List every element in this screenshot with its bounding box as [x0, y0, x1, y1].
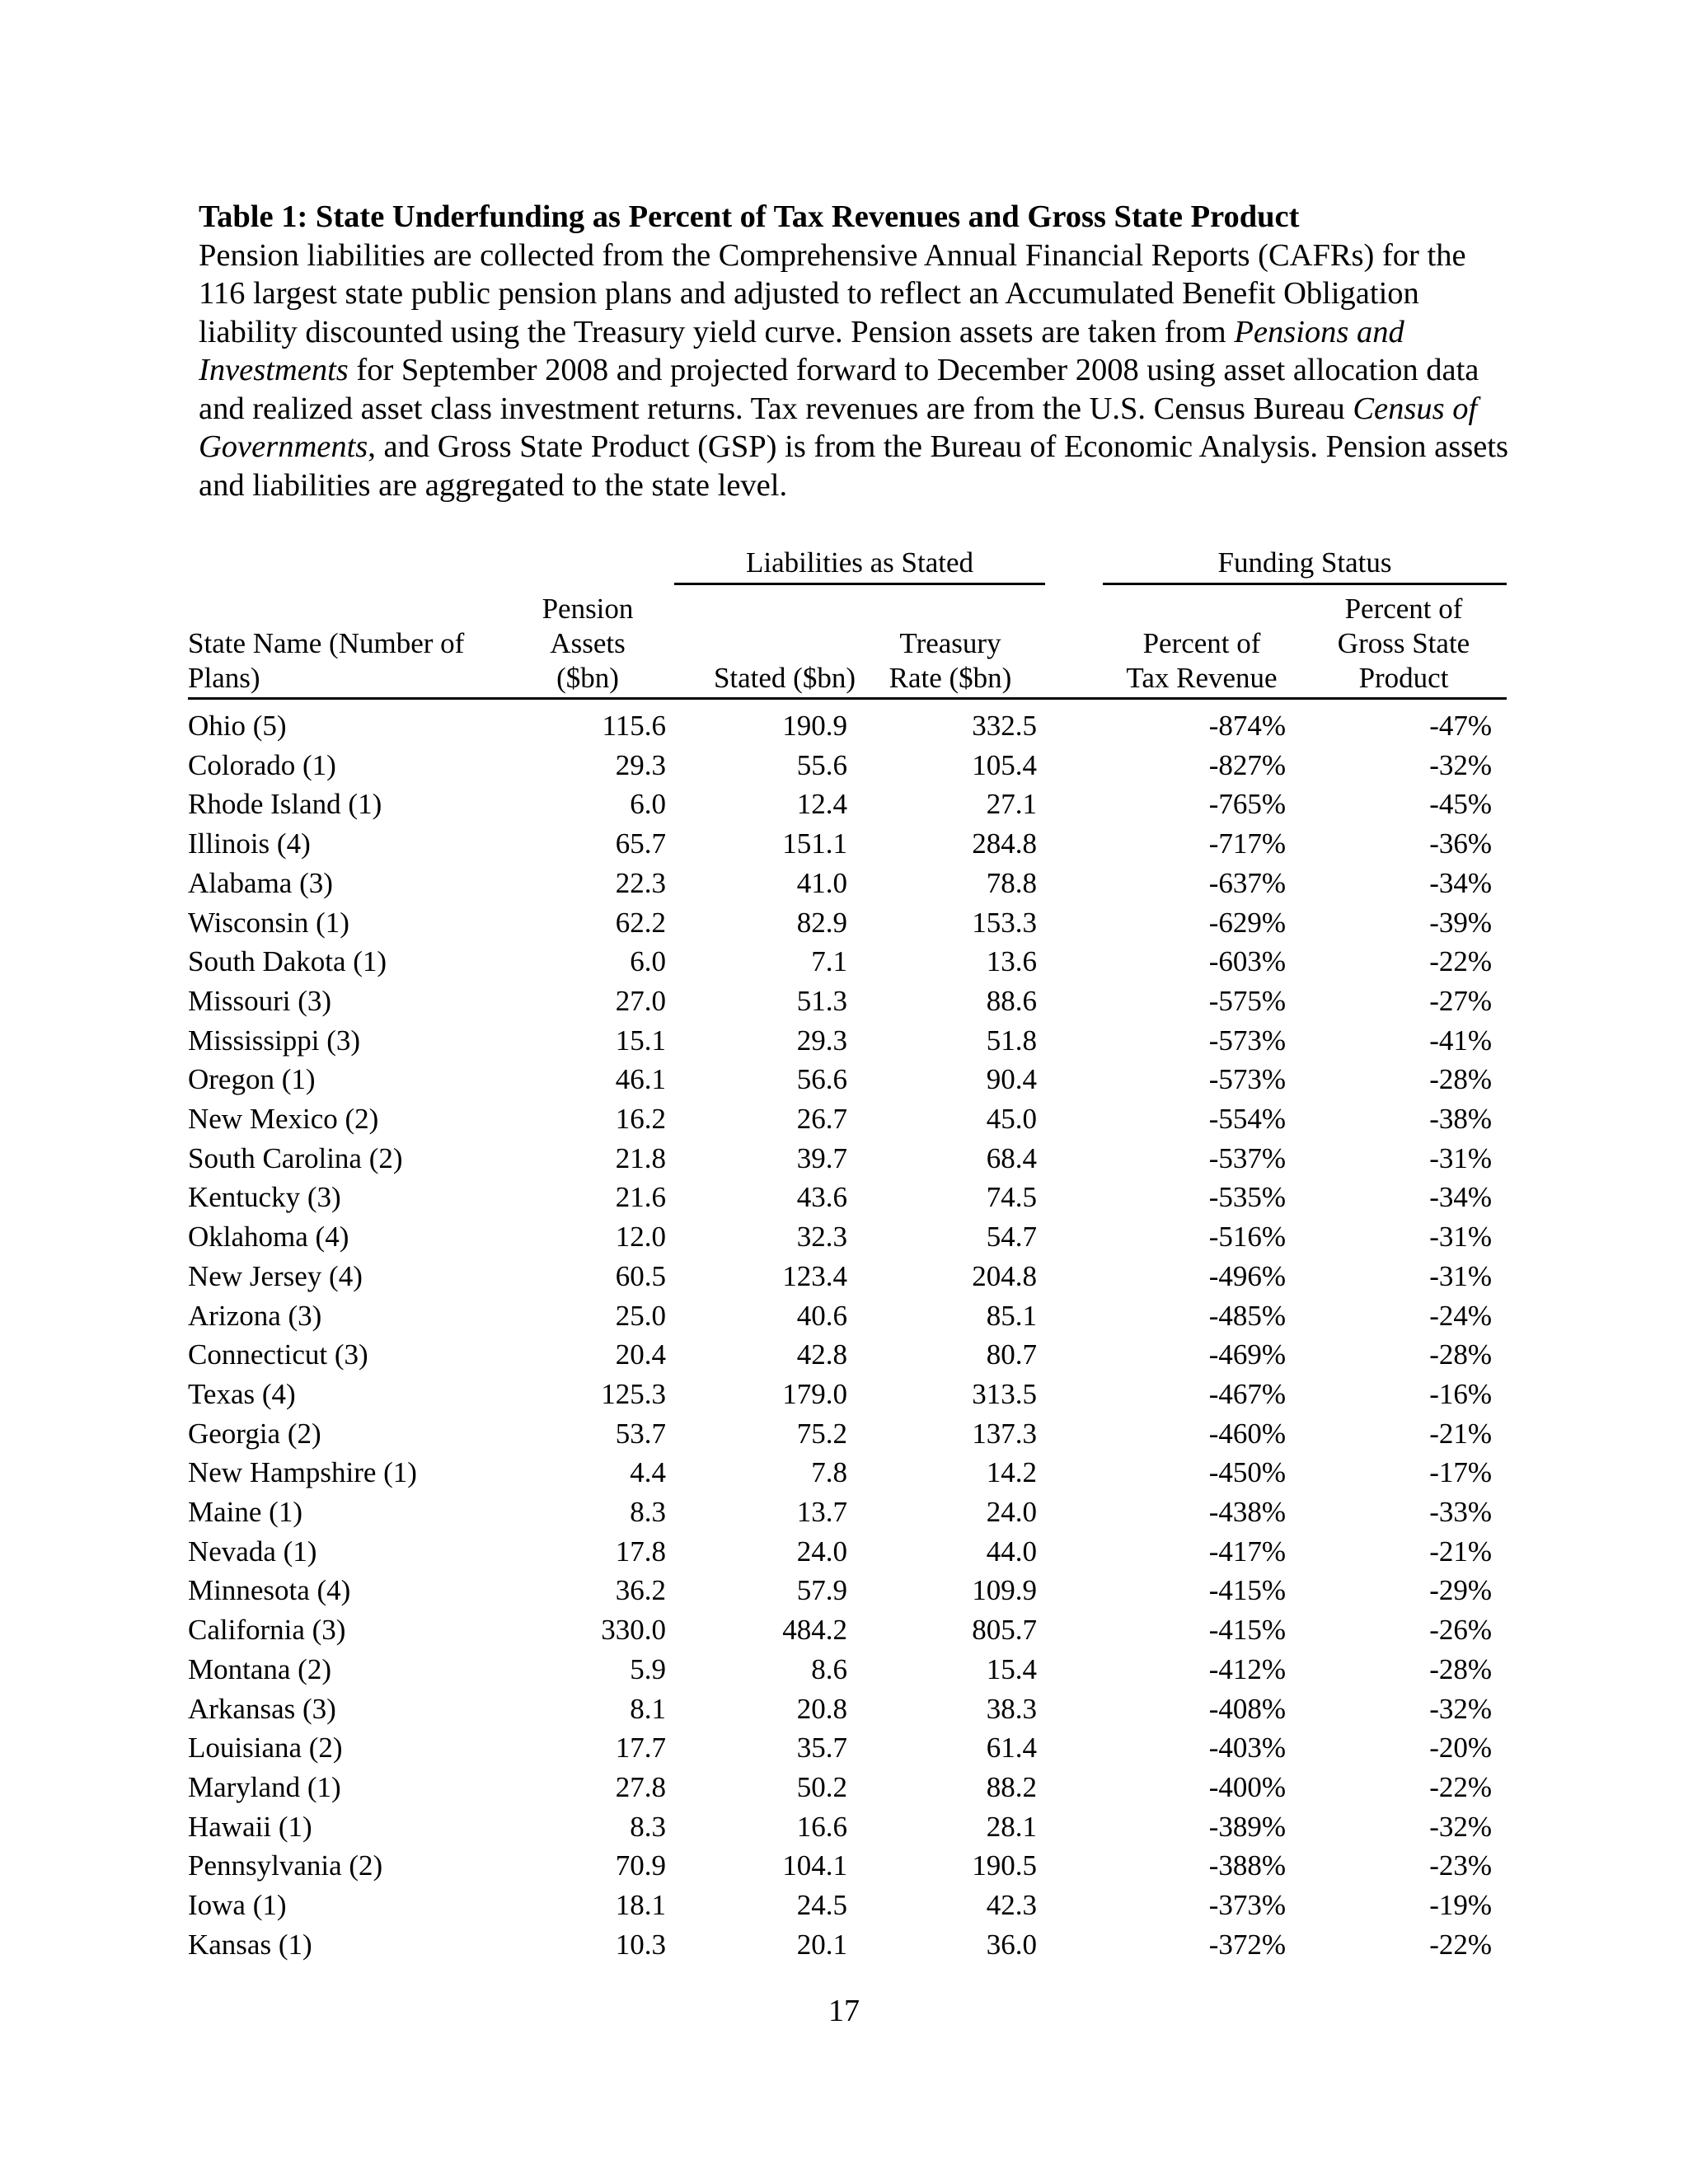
cell-state-name: Kentucky (3) [188, 1181, 341, 1214]
cell-treasury-rate: 68.4 [986, 1141, 1037, 1174]
group-header-liabilities [674, 544, 1045, 585]
spacer-cell [1045, 1257, 1103, 1296]
cell-state-name: Wisconsin (1) [188, 906, 349, 939]
cell-percent-tax-revenue: -554% [1208, 1103, 1286, 1136]
cell-percent-gsp: -32% [1429, 1692, 1493, 1725]
spacer-cell [1045, 942, 1103, 982]
cell-percent-gsp: -20% [1429, 1732, 1493, 1765]
cell-pension-assets: 8.3 [630, 1810, 666, 1843]
cell-pension-assets: 70.9 [615, 1849, 666, 1882]
cell-treasury-rate: 805.7 [972, 1614, 1037, 1647]
cell-stated: 40.6 [796, 1299, 847, 1332]
cell-pension-assets: 6.0 [630, 945, 666, 978]
cell-state-name: New Jersey (4) [188, 1259, 363, 1292]
spacer-cell [1045, 1217, 1103, 1257]
cell-percent-tax-revenue: -717% [1208, 827, 1286, 860]
cell-percent-gsp: -36% [1429, 827, 1493, 860]
cell-treasury-rate: 38.3 [986, 1692, 1037, 1725]
cell-stated: 50.2 [796, 1770, 847, 1803]
caption-body [199, 237, 1517, 505]
cell-percent-gsp: -22% [1429, 1770, 1493, 1803]
cell-state-name: California (3) [188, 1614, 346, 1647]
cell-pension-assets: 125.3 [601, 1377, 666, 1410]
table-caption [199, 198, 1517, 504]
cell-percent-tax-revenue: -827% [1208, 748, 1286, 781]
cell-percent-tax-revenue: -400% [1208, 1770, 1286, 1803]
cell-pension-assets: 8.3 [630, 1496, 666, 1529]
spacer-cell [1045, 1886, 1103, 1925]
cell-percent-tax-revenue: -438% [1208, 1496, 1286, 1529]
page-number: 17 [828, 1994, 860, 2028]
cell-stated: 35.7 [796, 1732, 847, 1765]
cell-treasury-rate: 85.1 [986, 1299, 1037, 1332]
cell-percent-gsp: -23% [1429, 1849, 1493, 1882]
cell-pension-assets: 4.4 [630, 1456, 666, 1489]
table-row [188, 1060, 1507, 1099]
table-row [188, 942, 1507, 982]
cell-state-name: Rhode Island (1) [188, 788, 382, 821]
cell-stated: 13.7 [796, 1496, 847, 1529]
cell-percent-gsp: -31% [1429, 1221, 1493, 1254]
cell-percent-gsp: -22% [1429, 945, 1493, 978]
cell-percent-gsp: -28% [1429, 1063, 1493, 1096]
table-row [188, 1728, 1507, 1768]
cell-pension-assets: 21.6 [615, 1181, 666, 1214]
cell-stated: 56.6 [796, 1063, 847, 1096]
table-row [188, 1650, 1507, 1690]
cell-stated: 32.3 [796, 1221, 847, 1254]
table-row [188, 864, 1507, 903]
cell-stated: 29.3 [796, 1024, 847, 1057]
cell-treasury-rate: 51.8 [986, 1024, 1037, 1057]
spacer-cell [1045, 982, 1103, 1021]
group-header-liabilities-label: Liabilities as Stated [674, 546, 1045, 585]
cell-percent-tax-revenue: -415% [1208, 1574, 1286, 1607]
cell-treasury-rate: 284.8 [972, 827, 1037, 860]
table-title: Table 1: State Underfunding as Percent of Tax Revenues and Gross State Product [199, 199, 1300, 234]
spacer-cell [1045, 1493, 1103, 1532]
spacer-cell [1045, 1021, 1103, 1061]
cell-percent-tax-revenue: -412% [1208, 1652, 1286, 1685]
cell-treasury-rate: 74.5 [986, 1181, 1037, 1214]
cell-state-name: Oregon (1) [188, 1063, 316, 1096]
group-header-funding-label: Funding Status [1103, 546, 1507, 585]
cell-treasury-rate: 90.4 [986, 1063, 1037, 1096]
cell-stated: 104.1 [782, 1849, 847, 1882]
cell-state-name: Ohio (5) [188, 710, 287, 742]
table-row [188, 1021, 1507, 1061]
spacer-cell [1045, 785, 1103, 824]
table-row [188, 1178, 1507, 1217]
table-row [188, 1296, 1507, 1336]
table-row [188, 1335, 1507, 1375]
table-row [188, 1139, 1507, 1179]
cell-pension-assets: 29.3 [615, 748, 666, 781]
cell-stated: 55.6 [796, 748, 847, 781]
cell-state-name: Montana (2) [188, 1652, 331, 1685]
cell-stated: 51.3 [796, 984, 847, 1017]
cell-percent-tax-revenue: -460% [1208, 1417, 1286, 1450]
cell-percent-tax-revenue: -637% [1208, 866, 1286, 899]
spacer-cell [1045, 1571, 1103, 1610]
cell-state-name: Alabama (3) [188, 866, 333, 899]
cell-treasury-rate: 105.4 [972, 748, 1037, 781]
cell-treasury-rate: 54.7 [986, 1221, 1037, 1254]
cell-pension-assets: 27.0 [615, 984, 666, 1017]
cell-treasury-rate: 45.0 [986, 1103, 1037, 1136]
table-row [188, 746, 1507, 785]
cell-percent-gsp: -28% [1429, 1338, 1493, 1371]
table-row [188, 1610, 1507, 1650]
col-header-treasury-rate: Treasury Rate ($bn) [856, 585, 1045, 699]
cell-state-name: Connecticut (3) [188, 1338, 368, 1371]
cell-treasury-rate: 332.5 [972, 710, 1037, 742]
cell-percent-gsp: -28% [1429, 1652, 1493, 1685]
cell-state-name: Missouri (3) [188, 984, 332, 1017]
cell-percent-gsp: -34% [1429, 1181, 1493, 1214]
col-header-state-name: State Name (Number of Plans) [188, 585, 501, 699]
table-row [188, 1925, 1507, 1965]
col-header-stated: Stated ($bn) [674, 585, 856, 699]
cell-state-name: Arkansas (3) [188, 1692, 336, 1725]
table-row [188, 1453, 1507, 1493]
cell-pension-assets: 6.0 [630, 788, 666, 821]
cell-pension-assets: 10.3 [615, 1928, 666, 1961]
cell-percent-tax-revenue: -403% [1208, 1732, 1286, 1765]
spacer-cell [1045, 1453, 1103, 1493]
cell-percent-tax-revenue: -535% [1208, 1181, 1286, 1214]
cell-percent-tax-revenue: -373% [1208, 1889, 1286, 1922]
cell-treasury-rate: 44.0 [986, 1535, 1037, 1568]
spacer-cell [1045, 1375, 1103, 1414]
table-row [188, 1886, 1507, 1925]
spacer-cell [1045, 1060, 1103, 1099]
col-header-pension-assets: Pension Assets ($bn) [501, 585, 674, 699]
cell-pension-assets: 20.4 [615, 1338, 666, 1371]
table-row [188, 982, 1507, 1021]
table-row [188, 824, 1507, 864]
spacer-cell [1045, 1650, 1103, 1690]
cell-percent-tax-revenue: -485% [1208, 1299, 1286, 1332]
table-row [188, 1768, 1507, 1807]
cell-stated: 26.7 [796, 1103, 847, 1136]
caption-italic-census-of-governments: Census of Governments [199, 391, 1478, 464]
spacer-cell [1045, 1532, 1103, 1572]
cell-stated: 20.8 [796, 1692, 847, 1725]
cell-percent-tax-revenue: -573% [1208, 1024, 1286, 1057]
cell-stated: 179.0 [782, 1377, 847, 1410]
cell-treasury-rate: 88.2 [986, 1770, 1037, 1803]
cell-stated: 39.7 [796, 1141, 847, 1174]
cell-percent-gsp: -31% [1429, 1141, 1493, 1174]
cell-percent-tax-revenue: -629% [1208, 906, 1286, 939]
cell-treasury-rate: 153.3 [972, 906, 1037, 939]
cell-pension-assets: 27.8 [615, 1770, 666, 1803]
spacer-cell [1045, 1139, 1103, 1179]
cell-treasury-rate: 24.0 [986, 1496, 1037, 1529]
cell-percent-tax-revenue: -573% [1208, 1063, 1286, 1096]
spacer-cell [1045, 746, 1103, 785]
cell-state-name: Oklahoma (4) [188, 1221, 349, 1254]
table-row [188, 1846, 1507, 1886]
cell-percent-tax-revenue: -389% [1208, 1810, 1286, 1843]
cell-pension-assets: 21.8 [615, 1141, 666, 1174]
cell-state-name: South Dakota (1) [188, 945, 387, 978]
underfunding-table [188, 544, 1507, 1965]
cell-pension-assets: 62.2 [615, 906, 666, 939]
cell-state-name: South Carolina (2) [188, 1141, 403, 1174]
cell-pension-assets: 46.1 [615, 1063, 666, 1096]
cell-percent-gsp: -38% [1429, 1103, 1493, 1136]
cell-stated: 82.9 [796, 906, 847, 939]
cell-percent-tax-revenue: -372% [1208, 1928, 1286, 1961]
table-row [188, 1099, 1507, 1139]
spacer-cell [1045, 1768, 1103, 1807]
cell-percent-gsp: -32% [1429, 1810, 1493, 1843]
cell-pension-assets: 12.0 [615, 1221, 666, 1254]
cell-percent-gsp: -47% [1429, 710, 1493, 742]
cell-stated: 151.1 [782, 827, 847, 860]
spacer-cell [1045, 1610, 1103, 1650]
col-header-percent-gsp: Percent of Gross State Product [1301, 585, 1507, 699]
cell-percent-gsp: -19% [1429, 1889, 1493, 1922]
cell-state-name: Maine (1) [188, 1496, 302, 1529]
cell-treasury-rate: 109.9 [972, 1574, 1037, 1607]
table-row [188, 1375, 1507, 1414]
spacer-cell [1045, 1099, 1103, 1139]
cell-state-name: Arizona (3) [188, 1299, 322, 1332]
cell-percent-gsp: -41% [1429, 1024, 1493, 1057]
cell-percent-gsp: -24% [1429, 1299, 1493, 1332]
cell-state-name: New Hampshire (1) [188, 1456, 417, 1489]
cell-treasury-rate: 88.6 [986, 984, 1037, 1017]
spacer-cell [1045, 1728, 1103, 1768]
table-row [188, 1414, 1507, 1454]
cell-state-name: Nevada (1) [188, 1535, 317, 1568]
cell-treasury-rate: 28.1 [986, 1810, 1037, 1843]
cell-state-name: Iowa (1) [188, 1889, 287, 1922]
cell-pension-assets: 25.0 [615, 1299, 666, 1332]
spacer-cell [1045, 1296, 1103, 1336]
cell-pension-assets: 17.8 [615, 1535, 666, 1568]
cell-treasury-rate: 42.3 [986, 1889, 1037, 1922]
group-header-funding [1103, 544, 1507, 585]
cell-percent-gsp: -26% [1429, 1614, 1493, 1647]
cell-stated: 7.8 [811, 1456, 847, 1489]
cell-stated: 190.9 [782, 710, 847, 742]
spacer-cell [1045, 1846, 1103, 1886]
cell-stated: 484.2 [782, 1614, 847, 1647]
table-row [188, 1571, 1507, 1610]
cell-percent-tax-revenue: -575% [1208, 984, 1286, 1017]
spacer-cell [1045, 699, 1103, 746]
cell-percent-tax-revenue: -874% [1208, 710, 1286, 742]
table-row [188, 1690, 1507, 1729]
spacer-cell [1045, 1178, 1103, 1217]
cell-percent-gsp: -21% [1429, 1417, 1493, 1450]
caption-italic-pensions-and-investments: Pensions and Investments [199, 314, 1404, 387]
caption-text-1: Pension liabilities are collected from the Comprehensive Annual Financial Reports (CAFRs) for the 116 largest state public pension plans and adjusted to reflect an Accumulated Benefit Obligation liability discounted using the Treasury yield curve. Pension assets are taken from [199, 237, 1466, 349]
cell-percent-tax-revenue: -537% [1208, 1141, 1286, 1174]
cell-pension-assets: 15.1 [615, 1024, 666, 1057]
cell-stated: 24.5 [796, 1889, 847, 1922]
cell-state-name: Illinois (4) [188, 827, 311, 860]
cell-pension-assets: 22.3 [615, 866, 666, 899]
table-row [188, 903, 1507, 943]
cell-percent-tax-revenue: -603% [1208, 945, 1286, 978]
spacer-cell [1045, 1414, 1103, 1454]
cell-percent-gsp: -22% [1429, 1928, 1493, 1961]
spacer-cell [1045, 1807, 1103, 1847]
cell-pension-assets: 18.1 [615, 1889, 666, 1922]
table-row [188, 1807, 1507, 1847]
spacer-cell [1045, 824, 1103, 864]
cell-percent-tax-revenue: -388% [1208, 1849, 1286, 1882]
table-row [188, 1217, 1507, 1257]
group-header-row [188, 544, 1507, 585]
cell-percent-tax-revenue: -417% [1208, 1535, 1286, 1568]
cell-stated: 75.2 [796, 1417, 847, 1450]
cell-treasury-rate: 13.6 [986, 945, 1037, 978]
table-body [188, 699, 1507, 1965]
cell-percent-gsp: -34% [1429, 866, 1493, 899]
cell-state-name: Minnesota (4) [188, 1574, 351, 1607]
cell-percent-tax-revenue: -450% [1208, 1456, 1286, 1489]
cell-percent-tax-revenue: -516% [1208, 1221, 1286, 1254]
cell-pension-assets: 65.7 [615, 827, 666, 860]
caption-text-3: , and Gross State Product (GSP) is from the Bureau of Economic Analysis. Pension assets and liabilities are aggregated to the state level. [199, 429, 1509, 503]
cell-percent-gsp: -21% [1429, 1535, 1493, 1568]
cell-percent-tax-revenue: -467% [1208, 1377, 1286, 1410]
cell-percent-tax-revenue: -408% [1208, 1692, 1286, 1725]
cell-percent-gsp: -33% [1429, 1496, 1493, 1529]
cell-stated: 12.4 [796, 788, 847, 821]
cell-stated: 24.0 [796, 1535, 847, 1568]
cell-pension-assets: 17.7 [615, 1732, 666, 1765]
cell-percent-gsp: -45% [1429, 788, 1493, 821]
cell-treasury-rate: 14.2 [986, 1456, 1037, 1489]
spacer-cell [1045, 1690, 1103, 1729]
cell-percent-tax-revenue: -496% [1208, 1259, 1286, 1292]
caption-text-2: for September 2008 and projected forward to December 2008 using asset allocation data and realized asset class investment returns. Tax revenues are from the U.S. Census Bureau [199, 353, 1479, 426]
cell-pension-assets: 16.2 [615, 1103, 666, 1136]
col-header-percent-tax-revenue: Percent of Tax Revenue [1103, 585, 1301, 699]
table-row [188, 1532, 1507, 1572]
cell-treasury-rate: 78.8 [986, 866, 1037, 899]
cell-treasury-rate: 27.1 [986, 788, 1037, 821]
cell-percent-tax-revenue: -765% [1208, 788, 1286, 821]
cell-stated: 8.6 [811, 1652, 847, 1685]
cell-stated: 41.0 [796, 866, 847, 899]
cell-state-name: New Mexico (2) [188, 1103, 379, 1136]
cell-pension-assets: 36.2 [615, 1574, 666, 1607]
cell-state-name: Kansas (1) [188, 1928, 312, 1961]
cell-pension-assets: 8.1 [630, 1692, 666, 1725]
cell-state-name: Texas (4) [188, 1377, 296, 1410]
cell-percent-gsp: -31% [1429, 1259, 1493, 1292]
cell-pension-assets: 330.0 [601, 1614, 666, 1647]
cell-percent-gsp: -39% [1429, 906, 1493, 939]
cell-stated: 123.4 [782, 1259, 847, 1292]
cell-treasury-rate: 80.7 [986, 1338, 1037, 1371]
cell-stated: 43.6 [796, 1181, 847, 1214]
cell-pension-assets: 115.6 [602, 710, 666, 742]
spacer-cell [1045, 903, 1103, 943]
spacer-cell [1045, 864, 1103, 903]
cell-state-name: Georgia (2) [188, 1417, 321, 1450]
cell-treasury-rate: 313.5 [972, 1377, 1037, 1410]
cell-treasury-rate: 204.8 [972, 1259, 1037, 1292]
cell-stated: 42.8 [796, 1338, 847, 1371]
cell-state-name: Pennsylvania (2) [188, 1849, 383, 1882]
spacer-cell [1045, 1335, 1103, 1375]
table-row [188, 785, 1507, 824]
cell-percent-gsp: -27% [1429, 984, 1493, 1017]
cell-treasury-rate: 15.4 [986, 1652, 1037, 1685]
cell-percent-gsp: -32% [1429, 748, 1493, 781]
cell-percent-gsp: -29% [1429, 1574, 1493, 1607]
cell-treasury-rate: 61.4 [986, 1732, 1037, 1765]
cell-state-name: Colorado (1) [188, 748, 336, 781]
cell-state-name: Maryland (1) [188, 1770, 341, 1803]
cell-stated: 57.9 [796, 1574, 847, 1607]
spacer-cell [1045, 1925, 1103, 1965]
cell-state-name: Louisiana (2) [188, 1732, 343, 1765]
table-row [188, 1493, 1507, 1532]
cell-percent-tax-revenue: -469% [1208, 1338, 1286, 1371]
cell-percent-tax-revenue: -415% [1208, 1614, 1286, 1647]
cell-treasury-rate: 36.0 [986, 1928, 1037, 1961]
column-header-row [188, 585, 1507, 699]
cell-pension-assets: 5.9 [630, 1652, 666, 1685]
table-row [188, 699, 1507, 746]
cell-stated: 20.1 [796, 1928, 847, 1961]
cell-percent-gsp: -17% [1429, 1456, 1493, 1489]
cell-state-name: Mississippi (3) [188, 1024, 361, 1057]
cell-treasury-rate: 190.5 [972, 1849, 1037, 1882]
table-row [188, 1257, 1507, 1296]
cell-treasury-rate: 137.3 [972, 1417, 1037, 1450]
cell-stated: 16.6 [796, 1810, 847, 1843]
cell-pension-assets: 60.5 [615, 1259, 666, 1292]
cell-stated: 7.1 [811, 945, 847, 978]
cell-pension-assets: 53.7 [615, 1417, 666, 1450]
cell-state-name: Hawaii (1) [188, 1810, 312, 1843]
cell-percent-gsp: -16% [1429, 1377, 1493, 1410]
